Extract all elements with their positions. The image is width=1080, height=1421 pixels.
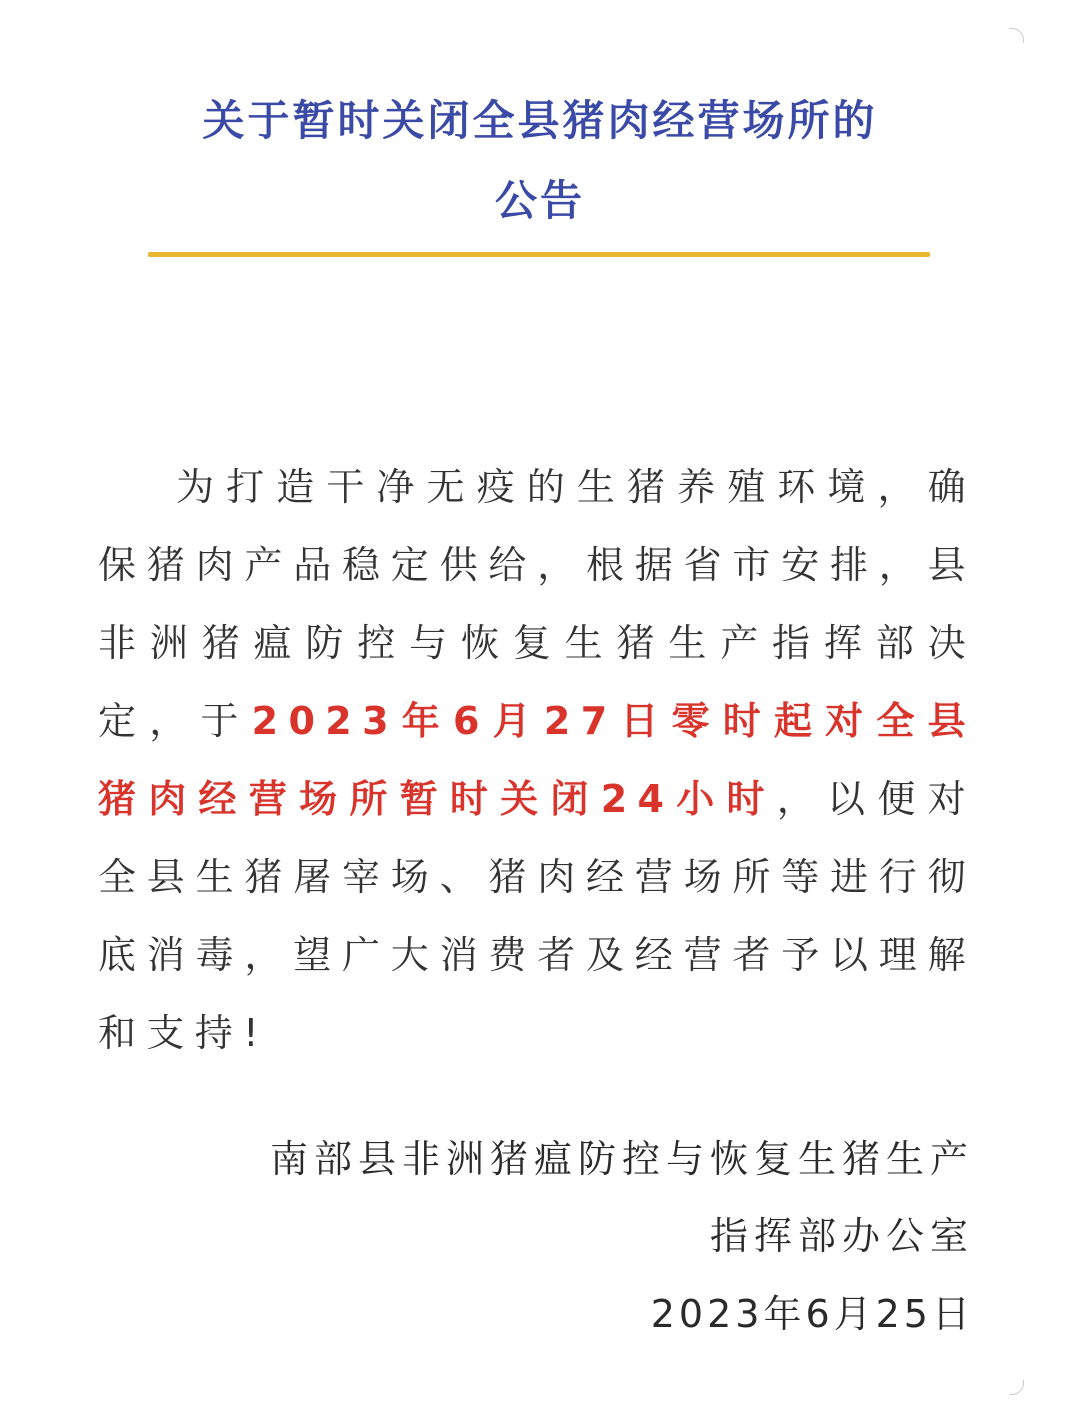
issue-date: 2023年6月25日	[650, 1292, 974, 1336]
announcement-body	[98, 448, 976, 1072]
issuer-office: 指挥部办公室	[709, 1214, 974, 1258]
announcement-title-continued: 公告	[494, 176, 585, 225]
body-text-closing: ，以便对全县生猪屠宰场、猪肉经营场所等进行彻底消毒，望广大消费者及经营者予以理解和支持!	[98, 777, 976, 1055]
issuer-name: 南部县非洲猪瘟防控与恢复生猪生产	[269, 1137, 974, 1181]
announcement-title: 关于暂时关闭全县猪肉经营场所的	[202, 96, 878, 145]
body-text-intro: 为打造干净无疫的生猪养殖环境，确保猪肉产品稳定供给，根据省市安排，县非洲猪瘟防控与恢复生猪生产指挥部决定，于	[98, 465, 976, 743]
title-divider	[148, 252, 930, 257]
corner-mark-bottom-right	[1009, 1380, 1024, 1395]
corner-mark-top-right	[1009, 28, 1024, 43]
body-text-highlight: 2023年6月27日零时起对全县猪肉经营场所暂时关闭24小时	[98, 699, 976, 821]
